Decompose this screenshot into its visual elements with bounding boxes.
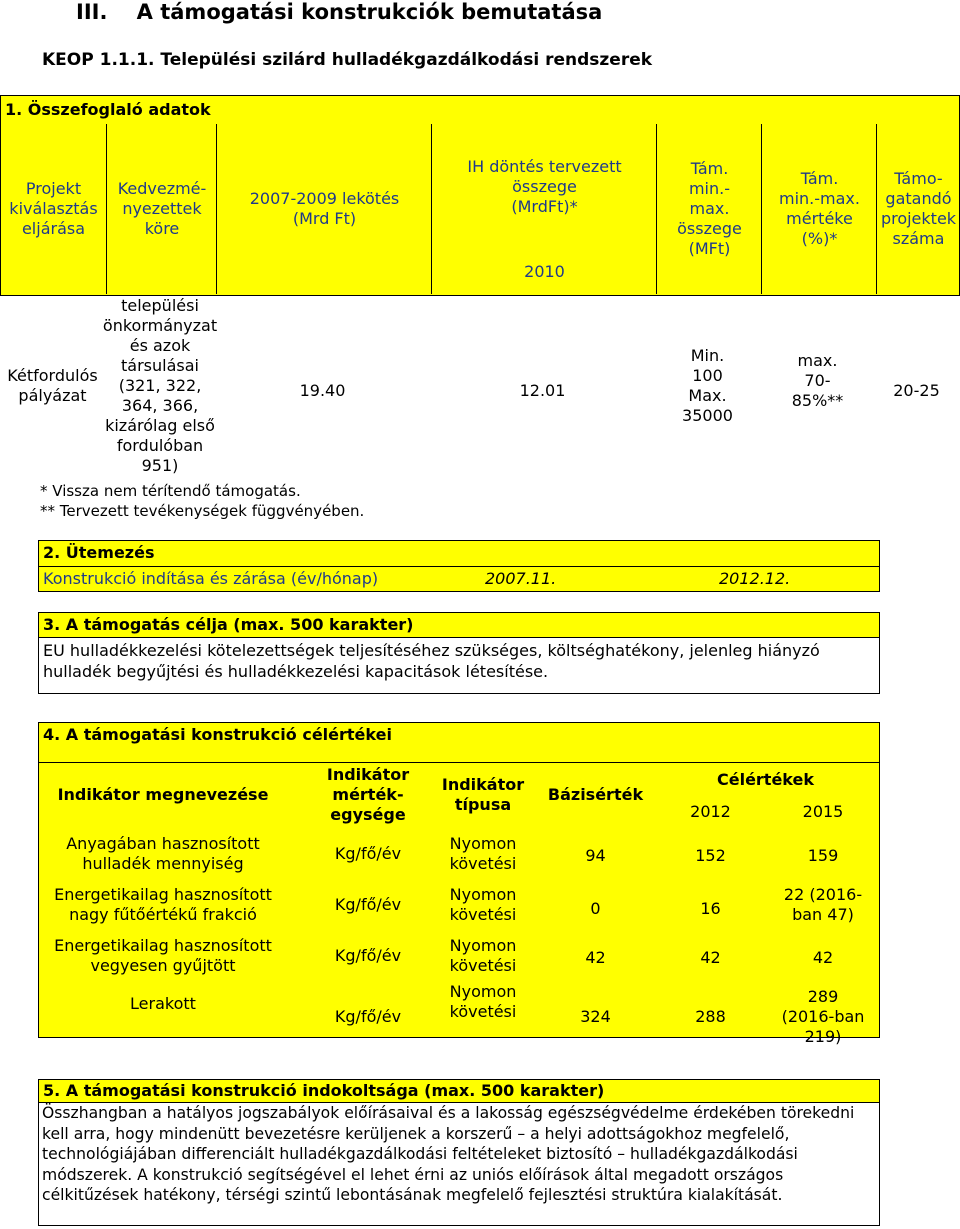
target-2012-value: 16 [700, 899, 721, 918]
target-2012-value: 152 [695, 846, 726, 865]
baseline-value: 94 [585, 846, 606, 865]
goal-title: 3. A támogatás célja (max. 500 karakter) [43, 615, 414, 634]
indicator-type-header: Indikátor típusa [441, 775, 525, 814]
program-title: KEOP 1.1.1. Települési szilárd hulladékgazdálkodási rendszerek [42, 50, 653, 70]
indicator-type: Nyomon követési [449, 834, 517, 873]
justification-text-box [38, 1102, 880, 1226]
summary-data-row [0, 296, 960, 476]
header-ih-decision: IH döntés tervezett összege (MrdFt)* [431, 124, 657, 249]
indicator-type: Nyomon követési [449, 982, 517, 1021]
target-2015-value: 159 [807, 846, 839, 865]
indicator-unit: Kg/fő/év [334, 1007, 402, 1026]
indicator-type: Nyomon követési [449, 885, 517, 924]
target-2015-value: 42 [812, 948, 834, 967]
header-year-2010: 2010 [431, 249, 657, 294]
target-year-2015: 2015 [802, 802, 844, 821]
summary-title: 1. Összefoglaló adatok [5, 100, 211, 119]
baseline-value: 324 [580, 1007, 611, 1026]
support-amount-value: Min. 100 Max. 35000 [682, 346, 733, 425]
beneficiaries-value: települési önkormányzat és azok társulásai (321, 322, 364, 366, kizárólag első fordulóban 951) [102, 296, 218, 475]
indicator-table [38, 762, 880, 1062]
schedule-end: 2012.12. [719, 569, 791, 588]
schedule-start: 2007.11. [485, 569, 557, 588]
header-project-count: Támo- gatandó projektek száma [876, 124, 960, 294]
support-rate-value: max. 70- 85%** [791, 351, 844, 410]
footnote-planned-activities: ** Tervezett tevékenységek függvényében. [40, 502, 365, 520]
goal-title-bar [38, 612, 880, 638]
goal-text: EU hulladékkezelési kötelezettségek teljesítéséhez szükséges, költséghatékony, jelenleg hiányzó hulladék begyűjtési és hulladékkezelési kapacitások létesítése. [43, 641, 820, 681]
schedule-title: 2. Ütemezés [43, 543, 155, 562]
indicator-type: Nyomon követési [449, 936, 517, 975]
summary-title-bar [0, 95, 960, 125]
indicator-name: Anyagában hasznosított hulladék mennyiség [66, 834, 260, 873]
footnote-nonrefundable: * Vissza nem térítendő támogatás. [40, 482, 301, 500]
indicator-unit: Kg/fő/év [334, 844, 402, 863]
justification-title: 5. A támogatási konstrukció indokoltsága (max. 500 karakter) [43, 1081, 605, 1100]
target-values-title: 4. A támogatási konstrukció célértékei [43, 725, 392, 744]
target-year-2012: 2012 [690, 802, 731, 821]
baseline-value: 0 [590, 899, 601, 918]
summary-header-row [0, 124, 960, 296]
goal-text-box [38, 637, 880, 694]
target-2015-value: 22 (2016- ban 47) [783, 885, 863, 924]
baseline-value: 42 [585, 948, 606, 967]
schedule-divider [39, 566, 879, 567]
section-heading: III. A támogatási konstrukciók bemutatása [76, 0, 603, 24]
target-2015-value: 289 (2016-ban 219) [781, 987, 865, 1046]
target-values-header: Célértékek [716, 770, 815, 789]
indicator-name: Lerakott [130, 994, 196, 1013]
baseline-header: Bázisérték [547, 785, 644, 804]
justification-text: Összhangban a hatályos jogszabályok előírásaival és a lakosság egészségvédelme érdekében törekedni kell arra, hogy mindenütt bevezetésre kerüljenek a korszerű – a helyi adottságokhoz megfelelő, technológiájában differenciált hulladékgazdálkodási feltételeket biztosító – hulladékgazdálkodási módszerek. A konstrukció segítségével el lehet érni az uniós előírások által megadott országos célkitűzések hatékony, térségi szintű lebontásának megfelelő fejlesztési struktúra kialakítását. [42, 1104, 855, 1204]
indicator-name-header: Indikátor megnevezése [57, 785, 269, 804]
header-support-amount: Tám. min.- max. összege (MFt) [656, 124, 762, 294]
indicator-unit-header: Indikátor mérték- egysége [326, 765, 410, 824]
schedule-label: Konstrukció indítása és zárása (év/hónap) [43, 569, 379, 588]
indicator-name: Energetikailag hasznosított nagy fűtőértékű frakció [54, 885, 272, 924]
header-beneficiaries: Kedvezmé- nyezettek köre [106, 124, 217, 294]
indicator-name: Energetikailag hasznosított vegyesen gyűjtött [54, 936, 272, 975]
target-2012-value: 42 [700, 948, 721, 967]
indicator-unit: Kg/fő/év [334, 895, 402, 914]
indicator-unit: Kg/fő/év [334, 946, 402, 965]
schedule-box [38, 540, 880, 592]
procedure-value: Kétfordulós pályázat [7, 366, 98, 405]
commitment-value: 19.40 [299, 381, 346, 400]
header-support-rate: Tám. min.-max. mértéke (%)* [761, 124, 877, 294]
target-2012-value: 288 [695, 1007, 726, 1026]
ih-decision-value: 12.01 [519, 381, 566, 400]
header-commitment: 2007-2009 lekötés (Mrd Ft) [216, 124, 432, 294]
project-count-value: 20-25 [893, 381, 940, 400]
header-selection-procedure: Projekt kiválasztás eljárása [9, 179, 98, 238]
justification-title-bar [38, 1079, 880, 1103]
